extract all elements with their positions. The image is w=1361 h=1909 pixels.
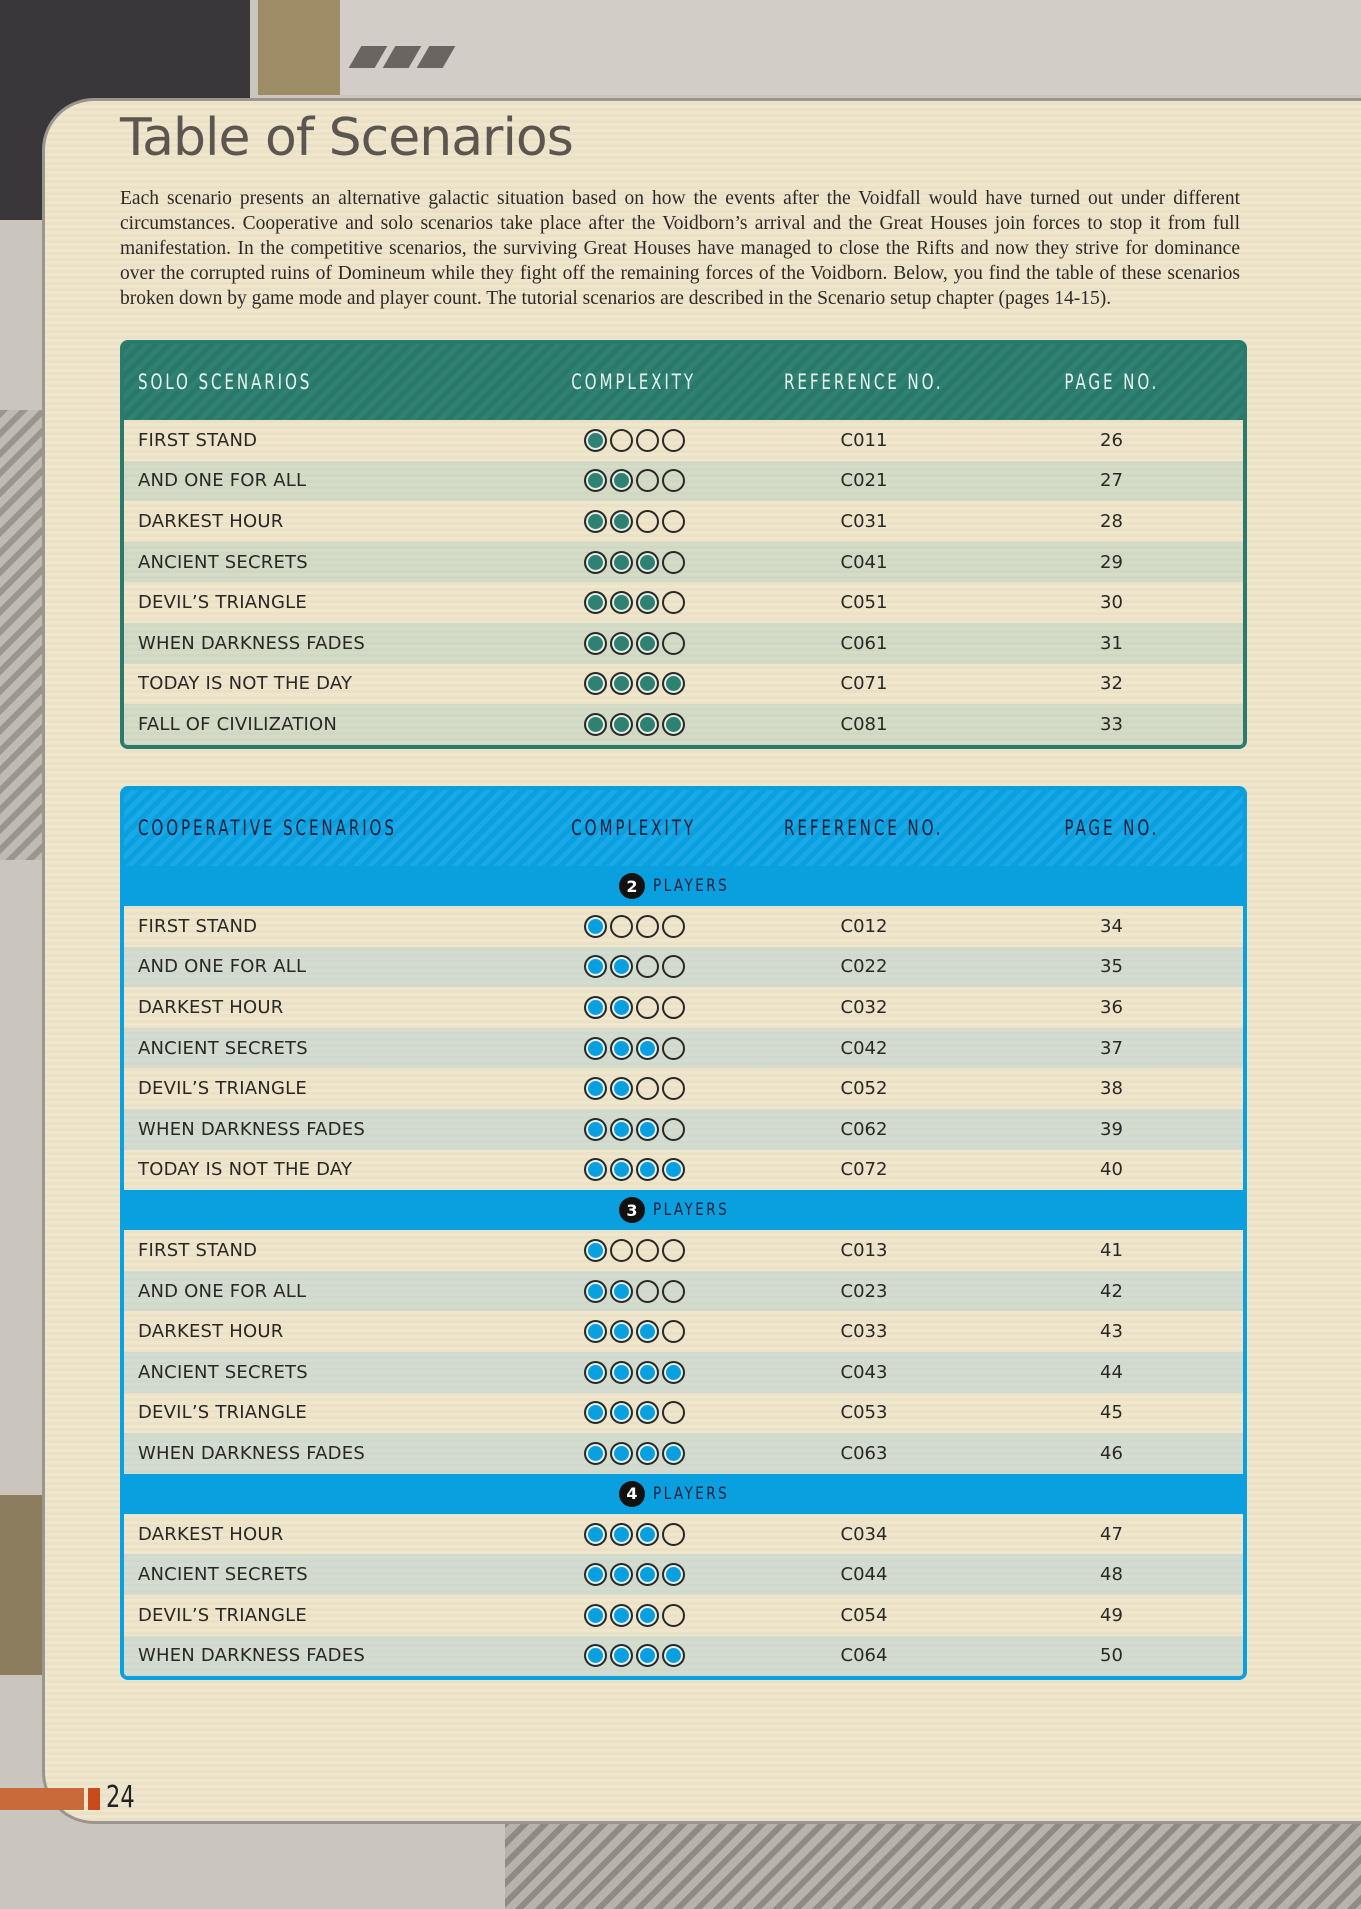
scenario-name: AND ONE FOR ALL [138,956,307,978]
complexity-empty-icon [662,1320,685,1343]
complexity-filled-icon [584,632,607,655]
reference-number: C041 [840,551,888,573]
complexity-filled-icon [610,672,633,695]
complexity-filled-icon [584,672,607,695]
scenario-name: DEVIL’S TRIANGLE [138,1402,307,1424]
complexity-filled-icon [636,632,659,655]
page-reference: 32 [1100,673,1123,695]
background-stripes-bottom [505,1820,1361,1909]
table-row [124,582,1243,623]
complexity-empty-icon [662,1239,685,1262]
complexity-rating [524,591,744,614]
complexity-empty-icon [662,632,685,655]
complexity-filled-icon [636,1037,659,1060]
complexity-empty-icon [662,1077,685,1100]
page-reference: 43 [1100,1321,1123,1343]
scenario-name: FALL OF CIVILIZATION [138,713,338,735]
table-row [124,987,1243,1028]
reference-number: C011 [840,429,888,451]
page-reference: 31 [1100,632,1123,654]
scenario-name: WHEN DARKNESS FADES [138,1118,365,1140]
reference-number: C034 [840,1523,888,1545]
scenario-name: DEVIL’S TRIANGLE [138,1078,307,1100]
table-row [124,461,1243,502]
complexity-filled-icon [584,1563,607,1586]
table-row [124,664,1243,705]
complexity-filled-icon [584,1118,607,1141]
complexity-filled-icon [610,510,633,533]
reference-number: C061 [840,632,888,654]
complexity-rating [524,713,744,736]
scenario-name: WHEN DARKNESS FADES [138,1442,365,1464]
complexity-filled-icon [662,1361,685,1384]
complexity-filled-icon [584,915,607,938]
complexity-rating [524,1239,744,1262]
solo-table-header [124,344,1243,420]
complexity-rating [524,1442,744,1465]
complexity-filled-icon [584,469,607,492]
reference-number: C052 [840,1078,888,1100]
complexity-filled-icon [610,996,633,1019]
players-label: PLAYERS [652,1200,730,1221]
complexity-empty-icon [662,469,685,492]
player-count-subheader [124,866,1243,906]
complexity-filled-icon [610,1320,633,1343]
complexity-empty-icon [662,1523,685,1546]
complexity-filled-icon [610,1118,633,1141]
complexity-filled-icon [610,1158,633,1181]
table-row [124,1311,1243,1352]
table-row [124,1433,1243,1474]
complexity-filled-icon [610,1401,633,1424]
complexity-rating [524,1077,744,1100]
complexity-filled-icon [636,713,659,736]
complexity-filled-icon [584,1442,607,1465]
table-row [124,1150,1243,1191]
complexity-empty-icon [610,429,633,452]
page-reference: 50 [1100,1645,1123,1667]
complexity-filled-icon [610,632,633,655]
complexity-filled-icon [584,1280,607,1303]
complexity-rating [524,1563,744,1586]
page-reference: 35 [1100,956,1123,978]
page-reference: 28 [1100,510,1123,532]
complexity-empty-icon [636,1239,659,1262]
complexity-rating [524,1118,744,1141]
complexity-filled-icon [636,1158,659,1181]
reference-number: C043 [840,1361,888,1383]
complexity-filled-icon [584,1320,607,1343]
complexity-empty-icon [662,1280,685,1303]
reference-number: C053 [840,1402,888,1424]
players-label: PLAYERS [652,1483,730,1504]
complexity-empty-icon [662,551,685,574]
complexity-empty-icon [636,429,659,452]
scenario-name: ANCIENT SECRETS [138,551,308,573]
complexity-empty-icon [662,591,685,614]
scenario-name: ANCIENT SECRETS [138,1564,308,1586]
solo-scenarios-table [120,340,1247,749]
reference-number: C062 [840,1118,888,1140]
page-number: 24 [106,1780,135,1815]
page-number-marker [88,1788,100,1810]
complexity-filled-icon [584,1239,607,1262]
reference-number: C021 [840,470,888,492]
complexity-filled-icon [636,1442,659,1465]
complexity-filled-icon [610,1563,633,1586]
intro-paragraph: Each scenario presents an alternative galactic situation based on how the events after the Voidfall would have turned out under different circumstances. Cooperative and solo scenarios take place after the Voidborn’s arrival and the Great Houses join forces to stop it from full manifestation. In the competitive scenarios, the surviving Great Houses have managed to close the Rifts and now they strive for dominance over the corrupted ruins of Domineum while they fight off the remaining forces of the Voidborn. Below, you find the table of these scenarios broken down by game mode and player count. The tutorial scenarios are described in the Scenario setup chapter (pages 14-15). [120,188,1240,309]
page-reference: 29 [1100,551,1123,573]
scenario-name: AND ONE FOR ALL [138,470,307,492]
complexity-filled-icon [610,1644,633,1667]
complexity-rating [524,429,744,452]
page-reference: 27 [1100,470,1123,492]
complexity-rating [524,1320,744,1343]
reference-number: C031 [840,510,888,532]
complexity-rating [524,672,744,695]
table-row [124,947,1243,988]
complexity-empty-icon [662,996,685,1019]
complexity-rating [524,551,744,574]
scenario-name: ANCIENT SECRETS [138,1037,308,1059]
scenario-name: DEVIL’S TRIANGLE [138,1604,307,1626]
table-row [124,420,1243,461]
scenario-name: FIRST STAND [138,915,258,937]
complexity-filled-icon [610,469,633,492]
page-reference: 41 [1100,1239,1123,1261]
complexity-empty-icon [636,510,659,533]
complexity-filled-icon [662,1644,685,1667]
complexity-filled-icon [636,672,659,695]
scenario-name: DARKEST HOUR [138,510,284,532]
complexity-filled-icon [610,1280,633,1303]
coop-table-header [124,790,1243,866]
complexity-filled-icon [636,551,659,574]
page-reference: 46 [1100,1442,1123,1464]
complexity-rating [524,632,744,655]
scenario-name: TODAY IS NOT THE DAY [138,1159,353,1181]
header-scenario-name: SOLO SCENARIOS [138,370,313,394]
complexity-empty-icon [662,1037,685,1060]
page-reference: 45 [1100,1402,1123,1424]
scenario-name: WHEN DARKNESS FADES [138,1645,365,1667]
reference-number: C013 [840,1239,888,1261]
background-light-tile [340,0,1361,95]
complexity-filled-icon [636,1361,659,1384]
players-label: PLAYERS [652,876,730,896]
reference-number: C051 [840,592,888,614]
complexity-empty-icon [636,1280,659,1303]
complexity-filled-icon [610,1037,633,1060]
reference-number: C012 [840,915,888,937]
complexity-filled-icon [584,510,607,533]
complexity-filled-icon [636,1118,659,1141]
table-row [124,623,1243,664]
complexity-filled-icon [610,551,633,574]
table-row [124,1068,1243,1109]
page-reference: 49 [1100,1604,1123,1626]
complexity-filled-icon [584,551,607,574]
complexity-empty-icon [662,955,685,978]
complexity-filled-icon [662,672,685,695]
player-count-subheader [124,1190,1243,1230]
reference-number: C071 [840,673,888,695]
scenario-name: WHEN DARKNESS FADES [138,632,365,654]
complexity-filled-icon [584,1361,607,1384]
complexity-filled-icon [636,1523,659,1546]
complexity-rating [524,1644,744,1667]
complexity-rating [524,1158,744,1181]
reference-number: C054 [840,1604,888,1626]
complexity-empty-icon [662,429,685,452]
reference-number: C033 [840,1321,888,1343]
table-row [124,1028,1243,1069]
table-row [124,1514,1243,1555]
scenario-name: DARKEST HOUR [138,1321,284,1343]
complexity-filled-icon [636,1320,659,1343]
coop-table-body [124,866,1243,1676]
complexity-filled-icon [662,1563,685,1586]
complexity-filled-icon [584,1077,607,1100]
complexity-filled-icon [610,591,633,614]
table-row [124,1554,1243,1595]
complexity-filled-icon [584,1158,607,1181]
complexity-rating [524,1401,744,1424]
table-row [124,1352,1243,1393]
complexity-filled-icon [584,1604,607,1627]
complexity-filled-icon [584,713,607,736]
complexity-filled-icon [662,713,685,736]
complexity-rating [524,955,744,978]
reference-number: C072 [840,1159,888,1181]
table-row [124,1230,1243,1271]
page-reference: 47 [1100,1523,1123,1545]
page-reference: 42 [1100,1280,1123,1302]
table-row [124,1271,1243,1312]
page-reference: 37 [1100,1037,1123,1059]
scenario-name: DARKEST HOUR [138,1523,284,1545]
complexity-filled-icon [610,1523,633,1546]
complexity-rating [524,510,744,533]
page-reference: 39 [1100,1118,1123,1140]
complexity-filled-icon [610,1442,633,1465]
scenario-name: AND ONE FOR ALL [138,1280,307,1302]
player-count-badge: 2 [619,873,645,899]
scenario-name: FIRST STAND [138,1239,258,1261]
complexity-rating [524,1604,744,1627]
cooperative-scenarios-table [120,786,1247,1680]
scenario-name: FIRST STAND [138,429,258,451]
header-complexity: COMPLEXITY [571,370,697,394]
complexity-filled-icon [636,591,659,614]
page-reference: 34 [1100,915,1123,937]
complexity-empty-icon [610,1239,633,1262]
page-reference: 38 [1100,1078,1123,1100]
complexity-filled-icon [610,1077,633,1100]
header-scenario-name: COOPERATIVE SCENARIOS [138,816,397,840]
complexity-filled-icon [636,1604,659,1627]
chevron-decoration-icon [355,46,449,68]
table-row [124,1595,1243,1636]
complexity-filled-icon [610,955,633,978]
solo-table-body [124,420,1243,745]
complexity-empty-icon [636,469,659,492]
header-reference: REFERENCE NO. [784,370,944,394]
header-complexity: COMPLEXITY [571,816,697,840]
complexity-filled-icon [584,1037,607,1060]
scenario-name: DARKEST HOUR [138,996,284,1018]
page-reference: 48 [1100,1564,1123,1586]
scenario-name: TODAY IS NOT THE DAY [138,673,353,695]
complexity-rating [524,996,744,1019]
complexity-rating [524,1361,744,1384]
table-row [124,1393,1243,1434]
page-reference: 36 [1100,996,1123,1018]
reference-number: C042 [840,1037,888,1059]
page-reference: 33 [1100,713,1123,735]
scenario-name: DEVIL’S TRIANGLE [138,592,307,614]
table-row [124,704,1243,745]
reference-number: C063 [840,1442,888,1464]
complexity-filled-icon [610,1604,633,1627]
complexity-filled-icon [584,429,607,452]
header-page: PAGE NO. [1064,816,1159,840]
complexity-filled-icon [584,996,607,1019]
complexity-filled-icon [584,955,607,978]
complexity-rating [524,469,744,492]
complexity-filled-icon [636,1644,659,1667]
page-reference: 30 [1100,592,1123,614]
reference-number: C032 [840,996,888,1018]
table-row [124,501,1243,542]
reference-number: C044 [840,1564,888,1586]
scenario-name: ANCIENT SECRETS [138,1361,308,1383]
complexity-empty-icon [636,996,659,1019]
table-row [124,1109,1243,1150]
complexity-empty-icon [662,915,685,938]
complexity-filled-icon [584,1523,607,1546]
table-row [124,906,1243,947]
complexity-empty-icon [662,1118,685,1141]
complexity-filled-icon [610,1361,633,1384]
complexity-filled-icon [636,1401,659,1424]
page-number-bar [0,1788,84,1810]
page-title: Table of Scenarios [120,108,573,168]
page-reference: 26 [1100,429,1123,451]
table-row [124,1636,1243,1677]
header-page: PAGE NO. [1064,370,1159,394]
complexity-filled-icon [584,1401,607,1424]
complexity-empty-icon [636,955,659,978]
complexity-filled-icon [662,1442,685,1465]
complexity-filled-icon [584,591,607,614]
reference-number: C081 [840,713,888,735]
complexity-rating [524,1280,744,1303]
complexity-empty-icon [636,1077,659,1100]
header-reference: REFERENCE NO. [784,816,944,840]
player-count-subheader [124,1474,1243,1514]
complexity-filled-icon [610,713,633,736]
complexity-empty-icon [662,510,685,533]
player-count-badge: 4 [619,1481,645,1507]
background-tan-tile [258,0,340,95]
complexity-empty-icon [636,915,659,938]
reference-number: C023 [840,1280,888,1302]
complexity-filled-icon [636,1563,659,1586]
reference-number: C064 [840,1645,888,1667]
complexity-filled-icon [662,1158,685,1181]
complexity-empty-icon [662,1401,685,1424]
complexity-rating [524,1037,744,1060]
complexity-rating [524,1523,744,1546]
reference-number: C022 [840,956,888,978]
background-tan-tile-lower [0,1495,42,1675]
page-reference: 44 [1100,1361,1123,1383]
complexity-empty-icon [610,915,633,938]
player-count-badge: 3 [619,1197,645,1223]
table-row [124,542,1243,583]
page-reference: 40 [1100,1159,1123,1181]
complexity-filled-icon [584,1644,607,1667]
complexity-rating [524,915,744,938]
complexity-empty-icon [662,1604,685,1627]
